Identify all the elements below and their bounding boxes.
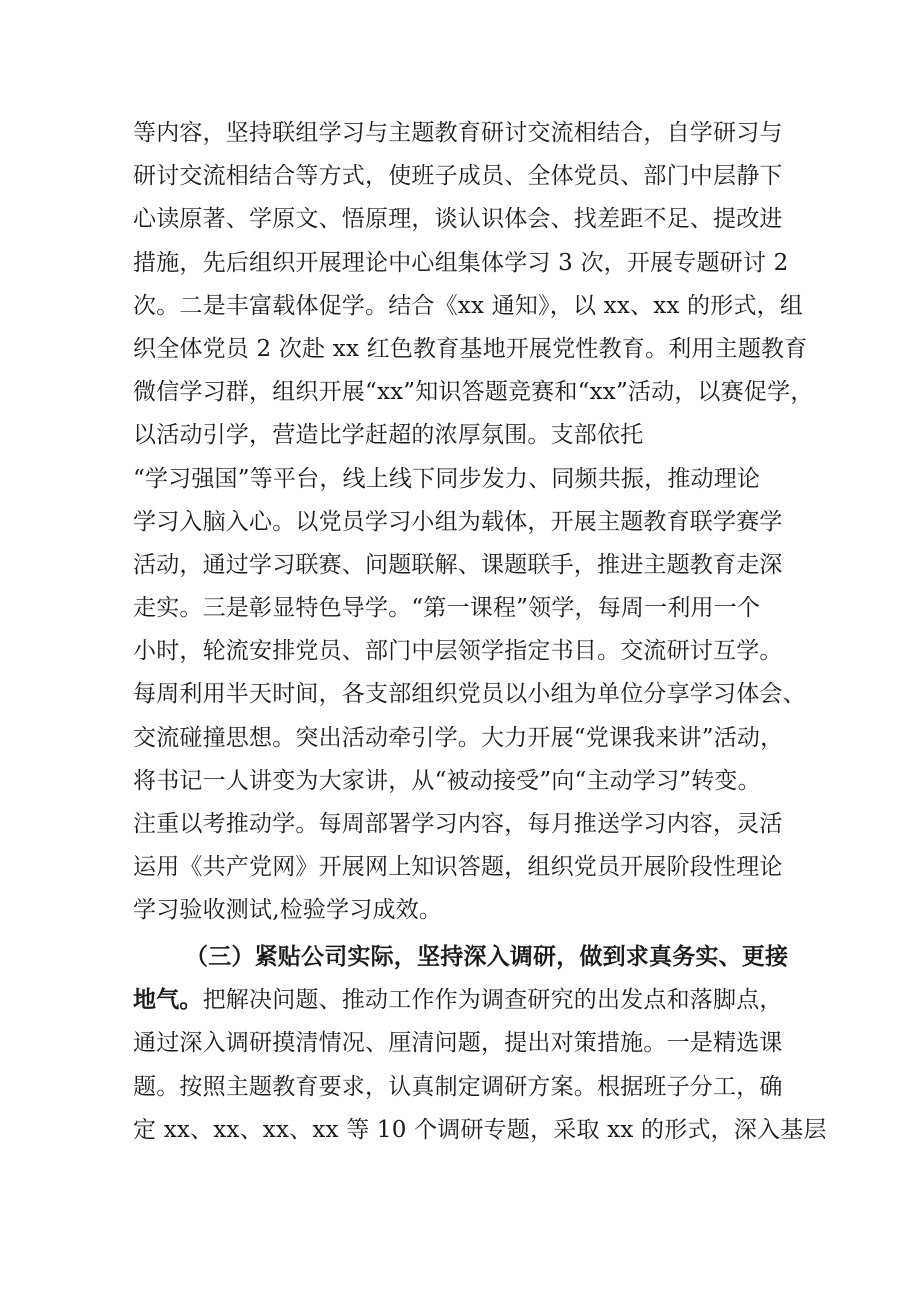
text-line: 等内容，坚持联组学习与主题教育研讨交流相结合，自学研习与 [133,120,783,146]
text-line: 微信学习群，组织开展“xx”知识答题竞赛和“xx”活动，以赛促学， [133,379,814,406]
section-heading-continued [133,979,798,1022]
section-lead-text: 把解决问题、推动工作作为调查研究的出发点和落脚点， [202,987,783,1014]
text-line: 题。按照主题教育要求，认真制定调研方案。根据班子分工，确 [133,1073,783,1100]
text-line: 小时，轮流安排党员、部门中层领学指定书目。交流研讨互学。 [133,638,783,665]
text-line: “学习强国”等平台，线上线下同步发力、同频共振，推动理论 [133,465,761,492]
section-three [133,936,827,1152]
text-line: 次。二是丰富载体促学。结合《xx 通知》，以 xx、xx 的形式，组 [133,292,804,319]
text-line: 将书记一人讲变为大家讲，从“被动接受”向“主动学习”转变。 [133,767,761,794]
section-heading-tail: 地气。 [133,987,203,1014]
text-line: 活动，通过学习联赛、问题联解、课题联手，推进主题教育走深 [133,551,783,578]
text-line: 定 xx、xx、xx、xx 等 10 个调研专题，采取 xx 的形式，深入基层 [133,1116,827,1143]
text-line: 研讨交流相结合等方式，使班子成员、全体党员、部门中层静下 [133,163,783,190]
text-line: 注重以考推动学。每周部署学习内容，每月推送学习内容，灵活 [133,811,783,837]
text-line: 交流碰撞思想。突出活动牵引学。大力开展“党课我来讲”活动， [133,724,784,751]
body-paragraph [133,112,814,933]
text-line: 走实。三是彰显特色导学。“第一课程”领学，每周一利用一个 [133,595,761,622]
section-heading: （三）紧贴公司实际，坚持深入调研，做到求真务实、更接 [185,944,789,970]
text-line: 织全体党员 2 次赴 xx 红色教育基地开展党性教育。利用主题教育 [133,335,808,362]
text-line: 学习入脑入心。以党员学习小组为载体，开展主题教育联学赛学 [133,508,783,535]
text-line: 通过深入调研摸清情况、厘清问题，提出对策措施。一是精选课 [133,1030,783,1057]
text-line: 每周利用半天时间，各支部组织党员以小组为单位分享学习体会、 [133,681,806,708]
text-line: 学习验收测试,检验学习成效。 [133,897,443,924]
text-line: 以活动引学，营造比学赶超的浓厚氛围。支部依托 [133,422,644,449]
text-line: 心读原著、学原文、悟原理，谈认识体会、找差距不足、提改进 [133,206,783,233]
text-line: 措施，先后组织开展理论中心组集体学习 3 次，开展专题研讨 2 [133,249,789,276]
text-line: 运用《共产党网》开展网上知识答题，组织党员开展阶段性理论 [133,854,783,881]
